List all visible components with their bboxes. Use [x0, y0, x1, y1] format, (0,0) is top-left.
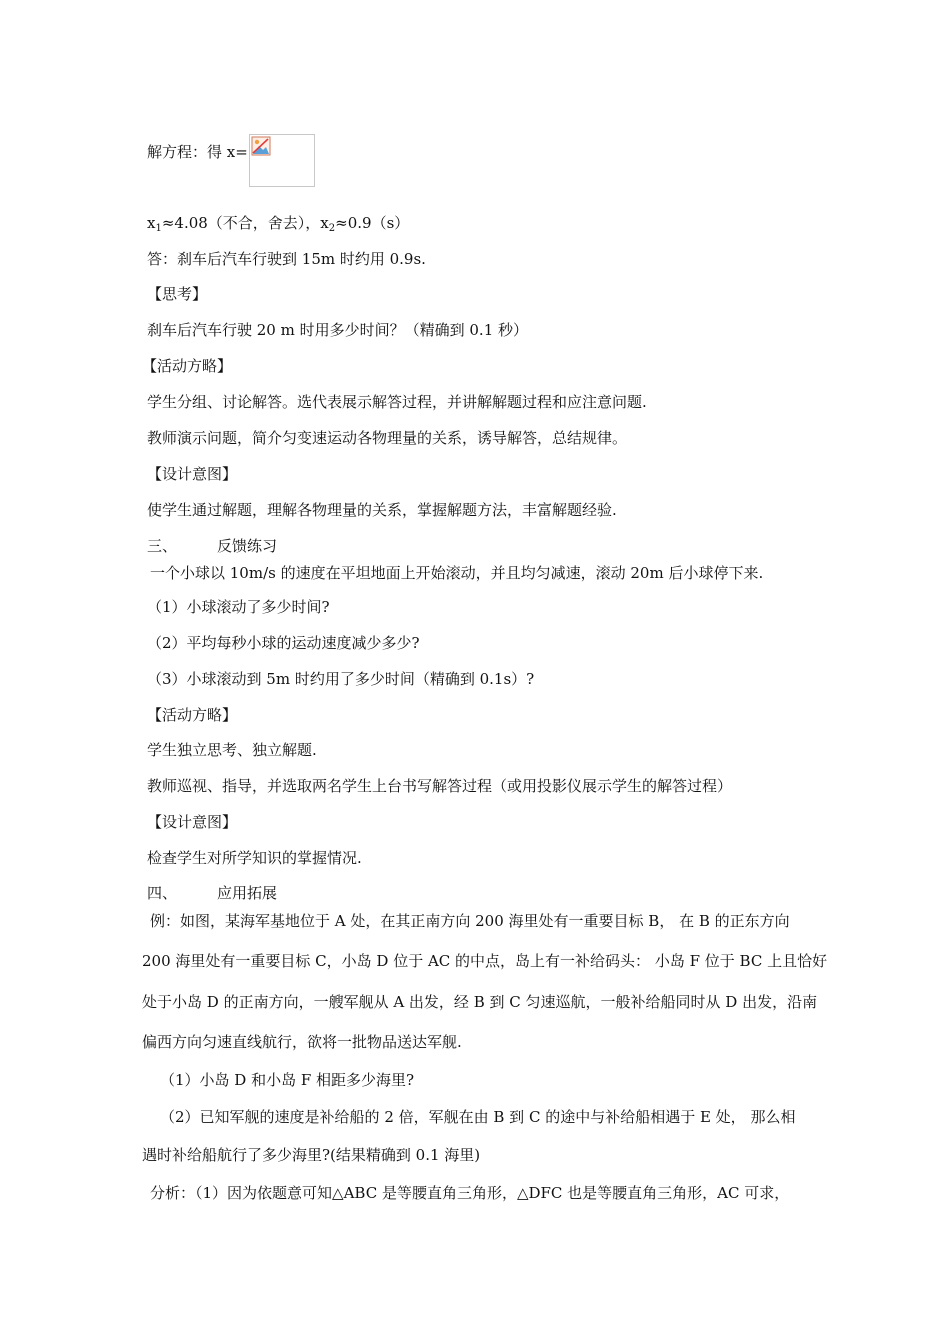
text-line: 检查学生对所学知识的掌握情况. — [147, 849, 362, 867]
text-line: 刹车后汽车行驶 20 m 时用多少时间？（精确到 0.1 秒） — [147, 321, 529, 339]
text-line: 学生分组、讨论解答。选代表展示解答过程，并讲解解题过程和应注意问题. — [147, 393, 647, 411]
section-heading: 【活动方略】 — [147, 706, 238, 724]
text-line: 学生独立思考、独立解题. — [147, 741, 317, 759]
text-line: 教师演示问题，简介匀变速运动各物理量的关系，诱导解答，总结规律。 — [147, 429, 628, 447]
section-heading: 【活动方略】 — [142, 357, 233, 375]
text-line: 处于小岛 D 的正南方向，一艘军舰从 A 出发，经 B 到 C 匀速巡航，一般补给船同时从 D 出发，沿南 — [142, 993, 818, 1011]
text-line: 偏西方向匀速直线航行，欲将一批物品送达军舰. — [142, 1033, 462, 1051]
text-line: 分析：（1）因为依题意可知△ABC 是等腰直角三角形，△DFC 也是等腰直角三角形，AC 可求， — [150, 1184, 790, 1202]
text-line: 教师巡视、指导，并选取两名学生上台书写解答过程（或用投影仪展示学生的解答过程） — [147, 777, 733, 795]
text-line: $x_1\approx 4.08$（不合，舍去），$x_2\approx 0.9(s)$ — [147, 214, 410, 234]
text-line: 答：刹车后汽车行驶到 15m 时约用 0.9s. — [147, 250, 426, 268]
text-line — [147, 142, 248, 162]
broken-image-icon — [251, 136, 271, 156]
text-line: （3）小球滚动到 5m 时约用了多少时间（精确到 0.1s）? — [147, 670, 535, 688]
text-line: 使学生通过解题，理解各物理量的关系，掌握解题方法，丰富解题经验. — [147, 501, 617, 519]
text-line: 例：如图，某海军基地位于 A 处，在其正南方向 200 海里处有一重要目标 B， 在 B 的正东方向 — [150, 912, 790, 930]
text-line: （2）已知军舰的速度是补给船的 2 倍，军舰在由 B 到 C 的途中与补给船相遇于 E 处， 那么相 — [160, 1108, 796, 1126]
text-line: （2）平均每秒小球的运动速度减少多少? — [147, 634, 420, 652]
broken-image-placeholder — [249, 134, 315, 187]
text-line: （1）小球滚动了多少时间? — [147, 598, 330, 616]
text-line: （1）小岛 D 和小岛 F 相距多少海里? — [160, 1071, 415, 1089]
text-line: 200 海里处有一重要目标 C，小岛 D 位于 AC 的中点，岛上有一补给码头： 小岛 F 位于 BC 上且恰好 — [142, 952, 828, 970]
section-title: 四、 应用拓展 — [147, 884, 278, 902]
text-line: 一个小球以 10m/s 的速度在平坦地面上开始滚动，并且均匀减速，滚动 20m 后小球停下来. — [150, 564, 764, 582]
text-line: 遇时补给船航行了多少海里?(结果精确到 0.1 海里) — [142, 1146, 481, 1164]
section-heading: 【设计意图】 — [147, 465, 238, 483]
section-heading: 【思考】 — [147, 285, 208, 303]
section-title: 三、 反馈练习 — [147, 537, 278, 555]
text: 解方程：得 x= — [147, 143, 248, 161]
section-heading: 【设计意图】 — [147, 813, 238, 831]
